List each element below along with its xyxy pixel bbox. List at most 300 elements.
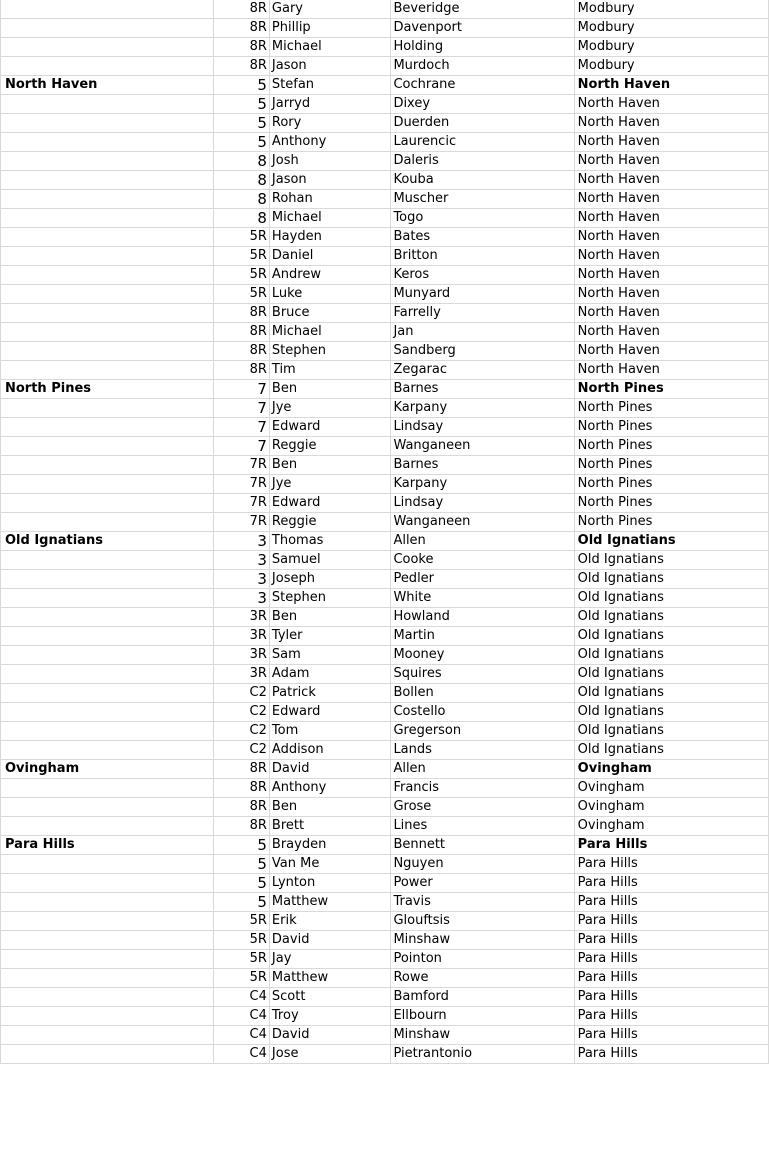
- first-name-cell[interactable]: Jay: [269, 950, 391, 969]
- club-cell[interactable]: [1, 798, 214, 817]
- team-cell[interactable]: Old Ignatians: [574, 532, 768, 551]
- table-row: [1, 114, 769, 133]
- team-cell[interactable]: Para Hills: [574, 893, 768, 912]
- table-row: [1, 57, 769, 76]
- first-name-cell[interactable]: Lynton: [269, 874, 391, 893]
- first-name-cell[interactable]: Stefan: [269, 76, 391, 95]
- last-name-cell[interactable]: Travis: [391, 893, 574, 912]
- last-name-cell[interactable]: Karpany: [391, 475, 574, 494]
- last-name-cell[interactable]: Wanganeen: [391, 437, 574, 456]
- grade-cell[interactable]: 5: [214, 114, 270, 133]
- first-name-cell[interactable]: Ben: [269, 380, 391, 399]
- club-cell[interactable]: [1, 608, 214, 627]
- team-cell[interactable]: Old Ignatians: [574, 589, 768, 608]
- last-name-cell[interactable]: Davenport: [391, 19, 574, 38]
- team-cell[interactable]: North Haven: [574, 95, 768, 114]
- club-cell[interactable]: [1, 703, 214, 722]
- first-name-cell[interactable]: Jason: [269, 57, 391, 76]
- last-name-cell[interactable]: Jan: [391, 323, 574, 342]
- club-cell[interactable]: [1, 209, 214, 228]
- first-name-cell[interactable]: Ben: [269, 608, 391, 627]
- first-name-cell[interactable]: Luke: [269, 285, 391, 304]
- first-name-cell[interactable]: Anthony: [269, 779, 391, 798]
- last-name-cell[interactable]: Muscher: [391, 190, 574, 209]
- club-cell[interactable]: [1, 38, 214, 57]
- club-cell[interactable]: [1, 285, 214, 304]
- last-name-cell[interactable]: Allen: [391, 760, 574, 779]
- grade-cell[interactable]: 8R: [214, 817, 270, 836]
- first-name-cell[interactable]: Stephen: [269, 342, 391, 361]
- grade-cell[interactable]: 5: [214, 133, 270, 152]
- team-cell[interactable]: Para Hills: [574, 1007, 768, 1026]
- first-name-cell[interactable]: Edward: [269, 703, 391, 722]
- grade-cell[interactable]: 7: [214, 437, 270, 456]
- grade-cell[interactable]: 5: [214, 855, 270, 874]
- club-cell[interactable]: [1, 1045, 214, 1064]
- first-name-cell[interactable]: Troy: [269, 1007, 391, 1026]
- first-name-cell[interactable]: Daniel: [269, 247, 391, 266]
- team-cell[interactable]: Ovingham: [574, 779, 768, 798]
- last-name-cell[interactable]: Holding: [391, 38, 574, 57]
- club-cell[interactable]: [1, 494, 214, 513]
- first-name-cell[interactable]: Jye: [269, 399, 391, 418]
- team-cell[interactable]: Ovingham: [574, 817, 768, 836]
- club-cell[interactable]: [1, 551, 214, 570]
- club-cell[interactable]: [1, 1026, 214, 1045]
- last-name-cell[interactable]: Togo: [391, 209, 574, 228]
- last-name-cell[interactable]: Lindsay: [391, 418, 574, 437]
- last-name-cell[interactable]: Minshaw: [391, 1026, 574, 1045]
- first-name-cell[interactable]: Matthew: [269, 969, 391, 988]
- grade-cell[interactable]: 8R: [214, 779, 270, 798]
- team-cell[interactable]: Old Ignatians: [574, 551, 768, 570]
- table-row: [1, 931, 769, 950]
- first-name-cell[interactable]: Michael: [269, 38, 391, 57]
- first-name-cell[interactable]: David: [269, 931, 391, 950]
- grade-cell[interactable]: 5R: [214, 228, 270, 247]
- team-cell[interactable]: North Haven: [574, 152, 768, 171]
- first-name-cell[interactable]: Adam: [269, 665, 391, 684]
- club-cell[interactable]: [1, 855, 214, 874]
- team-cell[interactable]: North Pines: [574, 380, 768, 399]
- grade-cell[interactable]: 5: [214, 836, 270, 855]
- team-cell[interactable]: North Haven: [574, 228, 768, 247]
- grade-cell[interactable]: 8R: [214, 0, 270, 19]
- table-row: [1, 703, 769, 722]
- team-cell[interactable]: Para Hills: [574, 969, 768, 988]
- first-name-cell[interactable]: Jarryd: [269, 95, 391, 114]
- grade-cell[interactable]: 8R: [214, 798, 270, 817]
- first-name-cell[interactable]: Erik: [269, 912, 391, 931]
- grade-cell[interactable]: 5R: [214, 266, 270, 285]
- table-row: [1, 551, 769, 570]
- last-name-cell[interactable]: Lines: [391, 817, 574, 836]
- club-cell[interactable]: [1, 228, 214, 247]
- first-name-cell[interactable]: Ben: [269, 456, 391, 475]
- team-cell[interactable]: Para Hills: [574, 1045, 768, 1064]
- last-name-cell[interactable]: Beveridge: [391, 0, 574, 19]
- club-cell[interactable]: [1, 304, 214, 323]
- grade-cell[interactable]: 8R: [214, 38, 270, 57]
- grade-cell[interactable]: 7: [214, 399, 270, 418]
- team-cell[interactable]: North Haven: [574, 171, 768, 190]
- last-name-cell[interactable]: Wanganeen: [391, 513, 574, 532]
- first-name-cell[interactable]: Edward: [269, 418, 391, 437]
- team-cell[interactable]: Para Hills: [574, 912, 768, 931]
- grade-cell[interactable]: 3: [214, 551, 270, 570]
- team-cell[interactable]: North Pines: [574, 399, 768, 418]
- first-name-cell[interactable]: Rory: [269, 114, 391, 133]
- last-name-cell[interactable]: Martin: [391, 627, 574, 646]
- club-cell[interactable]: North Haven: [1, 76, 214, 95]
- grade-cell[interactable]: 5R: [214, 931, 270, 950]
- grade-cell[interactable]: 7R: [214, 456, 270, 475]
- last-name-cell[interactable]: Laurencic: [391, 133, 574, 152]
- table-row: [1, 969, 769, 988]
- grade-cell[interactable]: C2: [214, 722, 270, 741]
- club-cell[interactable]: [1, 171, 214, 190]
- last-name-cell[interactable]: Nguyen: [391, 855, 574, 874]
- club-cell[interactable]: [1, 969, 214, 988]
- team-cell[interactable]: Para Hills: [574, 855, 768, 874]
- grade-cell[interactable]: 8: [214, 209, 270, 228]
- last-name-cell[interactable]: Power: [391, 874, 574, 893]
- last-name-cell[interactable]: Francis: [391, 779, 574, 798]
- team-cell[interactable]: Old Ignatians: [574, 684, 768, 703]
- last-name-cell[interactable]: Murdoch: [391, 57, 574, 76]
- team-cell[interactable]: Modbury: [574, 0, 768, 19]
- team-cell[interactable]: North Haven: [574, 342, 768, 361]
- grade-cell[interactable]: 3R: [214, 665, 270, 684]
- last-name-cell[interactable]: Lands: [391, 741, 574, 760]
- grade-cell[interactable]: C4: [214, 988, 270, 1007]
- table-row: [1, 798, 769, 817]
- club-cell[interactable]: [1, 741, 214, 760]
- first-name-cell[interactable]: Reggie: [269, 437, 391, 456]
- team-cell[interactable]: Para Hills: [574, 874, 768, 893]
- grade-cell[interactable]: 3R: [214, 646, 270, 665]
- team-cell[interactable]: North Haven: [574, 304, 768, 323]
- team-cell[interactable]: Old Ignatians: [574, 741, 768, 760]
- club-cell[interactable]: [1, 133, 214, 152]
- first-name-cell[interactable]: Phillip: [269, 19, 391, 38]
- last-name-cell[interactable]: Duerden: [391, 114, 574, 133]
- first-name-cell[interactable]: Brett: [269, 817, 391, 836]
- grade-cell[interactable]: 8R: [214, 760, 270, 779]
- first-name-cell[interactable]: Josh: [269, 152, 391, 171]
- club-cell[interactable]: [1, 399, 214, 418]
- team-cell[interactable]: North Haven: [574, 114, 768, 133]
- last-name-cell[interactable]: Pietrantonio: [391, 1045, 574, 1064]
- grade-cell[interactable]: C4: [214, 1007, 270, 1026]
- first-name-cell[interactable]: Van Me: [269, 855, 391, 874]
- table-body: [1, 0, 769, 1064]
- last-name-cell[interactable]: Keros: [391, 266, 574, 285]
- last-name-cell[interactable]: Minshaw: [391, 931, 574, 950]
- table-row: [1, 76, 769, 95]
- club-cell[interactable]: [1, 19, 214, 38]
- team-cell[interactable]: North Haven: [574, 247, 768, 266]
- grade-cell[interactable]: 3R: [214, 608, 270, 627]
- club-cell[interactable]: [1, 646, 214, 665]
- table-row: [1, 988, 769, 1007]
- table-row: [1, 874, 769, 893]
- team-cell[interactable]: North Pines: [574, 456, 768, 475]
- club-cell[interactable]: [1, 912, 214, 931]
- team-cell[interactable]: Old Ignatians: [574, 722, 768, 741]
- team-cell[interactable]: Modbury: [574, 19, 768, 38]
- last-name-cell[interactable]: Howland: [391, 608, 574, 627]
- last-name-cell[interactable]: White: [391, 589, 574, 608]
- grade-cell[interactable]: 5R: [214, 912, 270, 931]
- club-cell[interactable]: [1, 342, 214, 361]
- table-row: [1, 646, 769, 665]
- team-cell[interactable]: Old Ignatians: [574, 646, 768, 665]
- club-cell[interactable]: [1, 988, 214, 1007]
- club-cell[interactable]: [1, 1007, 214, 1026]
- club-cell[interactable]: [1, 0, 214, 19]
- grade-cell[interactable]: 7R: [214, 494, 270, 513]
- club-cell[interactable]: [1, 513, 214, 532]
- team-cell[interactable]: Old Ignatians: [574, 608, 768, 627]
- club-cell[interactable]: [1, 190, 214, 209]
- team-cell[interactable]: North Haven: [574, 209, 768, 228]
- grade-cell[interactable]: 7R: [214, 475, 270, 494]
- grade-cell[interactable]: 8: [214, 171, 270, 190]
- first-name-cell[interactable]: Brayden: [269, 836, 391, 855]
- team-cell[interactable]: Old Ignatians: [574, 570, 768, 589]
- team-cell[interactable]: North Pines: [574, 513, 768, 532]
- club-cell[interactable]: [1, 361, 214, 380]
- grade-cell[interactable]: 3: [214, 532, 270, 551]
- team-cell[interactable]: North Haven: [574, 361, 768, 380]
- team-cell[interactable]: North Haven: [574, 190, 768, 209]
- first-name-cell[interactable]: Michael: [269, 209, 391, 228]
- grade-cell[interactable]: 5R: [214, 969, 270, 988]
- club-cell[interactable]: [1, 570, 214, 589]
- club-cell[interactable]: Ovingham: [1, 760, 214, 779]
- team-cell[interactable]: Ovingham: [574, 798, 768, 817]
- first-name-cell[interactable]: Patrick: [269, 684, 391, 703]
- last-name-cell[interactable]: Barnes: [391, 380, 574, 399]
- team-cell[interactable]: Para Hills: [574, 988, 768, 1007]
- grade-cell[interactable]: C2: [214, 703, 270, 722]
- last-name-cell[interactable]: Sandberg: [391, 342, 574, 361]
- grade-cell[interactable]: 5R: [214, 247, 270, 266]
- grade-cell[interactable]: 3: [214, 570, 270, 589]
- last-name-cell[interactable]: Gregerson: [391, 722, 574, 741]
- grade-cell[interactable]: 5R: [214, 950, 270, 969]
- last-name-cell[interactable]: Lindsay: [391, 494, 574, 513]
- first-name-cell[interactable]: Thomas: [269, 532, 391, 551]
- club-cell[interactable]: [1, 323, 214, 342]
- last-name-cell[interactable]: Rowe: [391, 969, 574, 988]
- club-cell[interactable]: [1, 665, 214, 684]
- last-name-cell[interactable]: Barnes: [391, 456, 574, 475]
- club-cell[interactable]: [1, 722, 214, 741]
- club-cell[interactable]: [1, 247, 214, 266]
- table-row: [1, 152, 769, 171]
- grade-cell[interactable]: C4: [214, 1026, 270, 1045]
- grade-cell[interactable]: 5: [214, 95, 270, 114]
- last-name-cell[interactable]: Ellbourn: [391, 1007, 574, 1026]
- grade-cell[interactable]: 7: [214, 418, 270, 437]
- last-name-cell[interactable]: Dixey: [391, 95, 574, 114]
- club-cell[interactable]: [1, 950, 214, 969]
- last-name-cell[interactable]: Allen: [391, 532, 574, 551]
- grade-cell[interactable]: 5: [214, 874, 270, 893]
- team-cell[interactable]: North Haven: [574, 76, 768, 95]
- first-name-cell[interactable]: Joseph: [269, 570, 391, 589]
- team-cell[interactable]: Para Hills: [574, 950, 768, 969]
- last-name-cell[interactable]: Pedler: [391, 570, 574, 589]
- first-name-cell[interactable]: Stephen: [269, 589, 391, 608]
- club-cell[interactable]: [1, 437, 214, 456]
- grade-cell[interactable]: 8R: [214, 323, 270, 342]
- first-name-cell[interactable]: David: [269, 760, 391, 779]
- last-name-cell[interactable]: Karpany: [391, 399, 574, 418]
- team-cell[interactable]: North Haven: [574, 285, 768, 304]
- last-name-cell[interactable]: Daleris: [391, 152, 574, 171]
- last-name-cell[interactable]: Britton: [391, 247, 574, 266]
- first-name-cell[interactable]: Ben: [269, 798, 391, 817]
- team-cell[interactable]: Modbury: [574, 38, 768, 57]
- club-cell[interactable]: Para Hills: [1, 836, 214, 855]
- last-name-cell[interactable]: Munyard: [391, 285, 574, 304]
- team-cell[interactable]: Old Ignatians: [574, 627, 768, 646]
- first-name-cell[interactable]: Gary: [269, 0, 391, 19]
- table-row: [1, 855, 769, 874]
- team-cell[interactable]: Para Hills: [574, 931, 768, 950]
- team-cell[interactable]: Para Hills: [574, 836, 768, 855]
- club-cell[interactable]: [1, 114, 214, 133]
- first-name-cell[interactable]: Matthew: [269, 893, 391, 912]
- team-cell[interactable]: Para Hills: [574, 1026, 768, 1045]
- last-name-cell[interactable]: Pointon: [391, 950, 574, 969]
- last-name-cell[interactable]: Farrelly: [391, 304, 574, 323]
- grade-cell[interactable]: 8R: [214, 361, 270, 380]
- grade-cell[interactable]: 8: [214, 190, 270, 209]
- club-cell[interactable]: [1, 893, 214, 912]
- first-name-cell[interactable]: Hayden: [269, 228, 391, 247]
- first-name-cell[interactable]: Samuel: [269, 551, 391, 570]
- club-cell[interactable]: North Pines: [1, 380, 214, 399]
- team-cell[interactable]: North Haven: [574, 133, 768, 152]
- team-cell[interactable]: North Pines: [574, 475, 768, 494]
- last-name-cell[interactable]: Grose: [391, 798, 574, 817]
- first-name-cell[interactable]: Andrew: [269, 266, 391, 285]
- last-name-cell[interactable]: Kouba: [391, 171, 574, 190]
- last-name-cell[interactable]: Zegarac: [391, 361, 574, 380]
- team-cell[interactable]: North Pines: [574, 437, 768, 456]
- club-cell[interactable]: Old Ignatians: [1, 532, 214, 551]
- club-cell[interactable]: [1, 418, 214, 437]
- club-cell[interactable]: [1, 684, 214, 703]
- first-name-cell[interactable]: David: [269, 1026, 391, 1045]
- table-row: [1, 817, 769, 836]
- club-cell[interactable]: [1, 874, 214, 893]
- team-cell[interactable]: Old Ignatians: [574, 703, 768, 722]
- team-cell[interactable]: North Pines: [574, 494, 768, 513]
- last-name-cell[interactable]: Mooney: [391, 646, 574, 665]
- grade-cell[interactable]: 5R: [214, 285, 270, 304]
- club-cell[interactable]: [1, 931, 214, 950]
- table-row: [1, 399, 769, 418]
- grade-cell[interactable]: 3R: [214, 627, 270, 646]
- club-cell[interactable]: [1, 152, 214, 171]
- last-name-cell[interactable]: Bollen: [391, 684, 574, 703]
- grade-cell[interactable]: 5: [214, 76, 270, 95]
- grade-cell[interactable]: 7R: [214, 513, 270, 532]
- club-cell[interactable]: [1, 779, 214, 798]
- first-name-cell[interactable]: Edward: [269, 494, 391, 513]
- grade-cell[interactable]: 5: [214, 893, 270, 912]
- table-row: [1, 437, 769, 456]
- team-cell[interactable]: Modbury: [574, 57, 768, 76]
- last-name-cell[interactable]: Bates: [391, 228, 574, 247]
- grade-cell[interactable]: 8R: [214, 19, 270, 38]
- first-name-cell[interactable]: Jye: [269, 475, 391, 494]
- last-name-cell[interactable]: Bamford: [391, 988, 574, 1007]
- club-cell[interactable]: [1, 266, 214, 285]
- team-cell[interactable]: Ovingham: [574, 760, 768, 779]
- grade-cell[interactable]: 8R: [214, 304, 270, 323]
- last-name-cell[interactable]: Squires: [391, 665, 574, 684]
- first-name-cell[interactable]: Tyler: [269, 627, 391, 646]
- last-name-cell[interactable]: Cooke: [391, 551, 574, 570]
- first-name-cell[interactable]: Tom: [269, 722, 391, 741]
- first-name-cell[interactable]: Addison: [269, 741, 391, 760]
- club-cell[interactable]: [1, 95, 214, 114]
- last-name-cell[interactable]: Costello: [391, 703, 574, 722]
- club-cell[interactable]: [1, 817, 214, 836]
- grade-cell[interactable]: 8R: [214, 342, 270, 361]
- first-name-cell[interactable]: Anthony: [269, 133, 391, 152]
- first-name-cell[interactable]: Jose: [269, 1045, 391, 1064]
- team-cell[interactable]: Old Ignatians: [574, 665, 768, 684]
- grade-cell[interactable]: 8: [214, 152, 270, 171]
- table-row: [1, 760, 769, 779]
- team-cell[interactable]: North Haven: [574, 266, 768, 285]
- last-name-cell[interactable]: Bennett: [391, 836, 574, 855]
- first-name-cell[interactable]: Tim: [269, 361, 391, 380]
- first-name-cell[interactable]: Scott: [269, 988, 391, 1007]
- grade-cell[interactable]: 3: [214, 589, 270, 608]
- grade-cell[interactable]: 7: [214, 380, 270, 399]
- grade-cell[interactable]: 8R: [214, 57, 270, 76]
- club-cell[interactable]: [1, 456, 214, 475]
- grade-cell[interactable]: C2: [214, 684, 270, 703]
- team-cell[interactable]: North Pines: [574, 418, 768, 437]
- table-row: [1, 361, 769, 380]
- grade-cell[interactable]: C2: [214, 741, 270, 760]
- last-name-cell[interactable]: Glouftsis: [391, 912, 574, 931]
- first-name-cell[interactable]: Sam: [269, 646, 391, 665]
- club-cell[interactable]: [1, 627, 214, 646]
- club-cell[interactable]: [1, 475, 214, 494]
- grade-cell[interactable]: C4: [214, 1045, 270, 1064]
- team-cell[interactable]: North Haven: [574, 323, 768, 342]
- club-cell[interactable]: [1, 589, 214, 608]
- club-cell[interactable]: [1, 57, 214, 76]
- first-name-cell[interactable]: Michael: [269, 323, 391, 342]
- first-name-cell[interactable]: Rohan: [269, 190, 391, 209]
- first-name-cell[interactable]: Reggie: [269, 513, 391, 532]
- last-name-cell[interactable]: Cochrane: [391, 76, 574, 95]
- table-row: [1, 190, 769, 209]
- first-name-cell[interactable]: Jason: [269, 171, 391, 190]
- first-name-cell[interactable]: Bruce: [269, 304, 391, 323]
